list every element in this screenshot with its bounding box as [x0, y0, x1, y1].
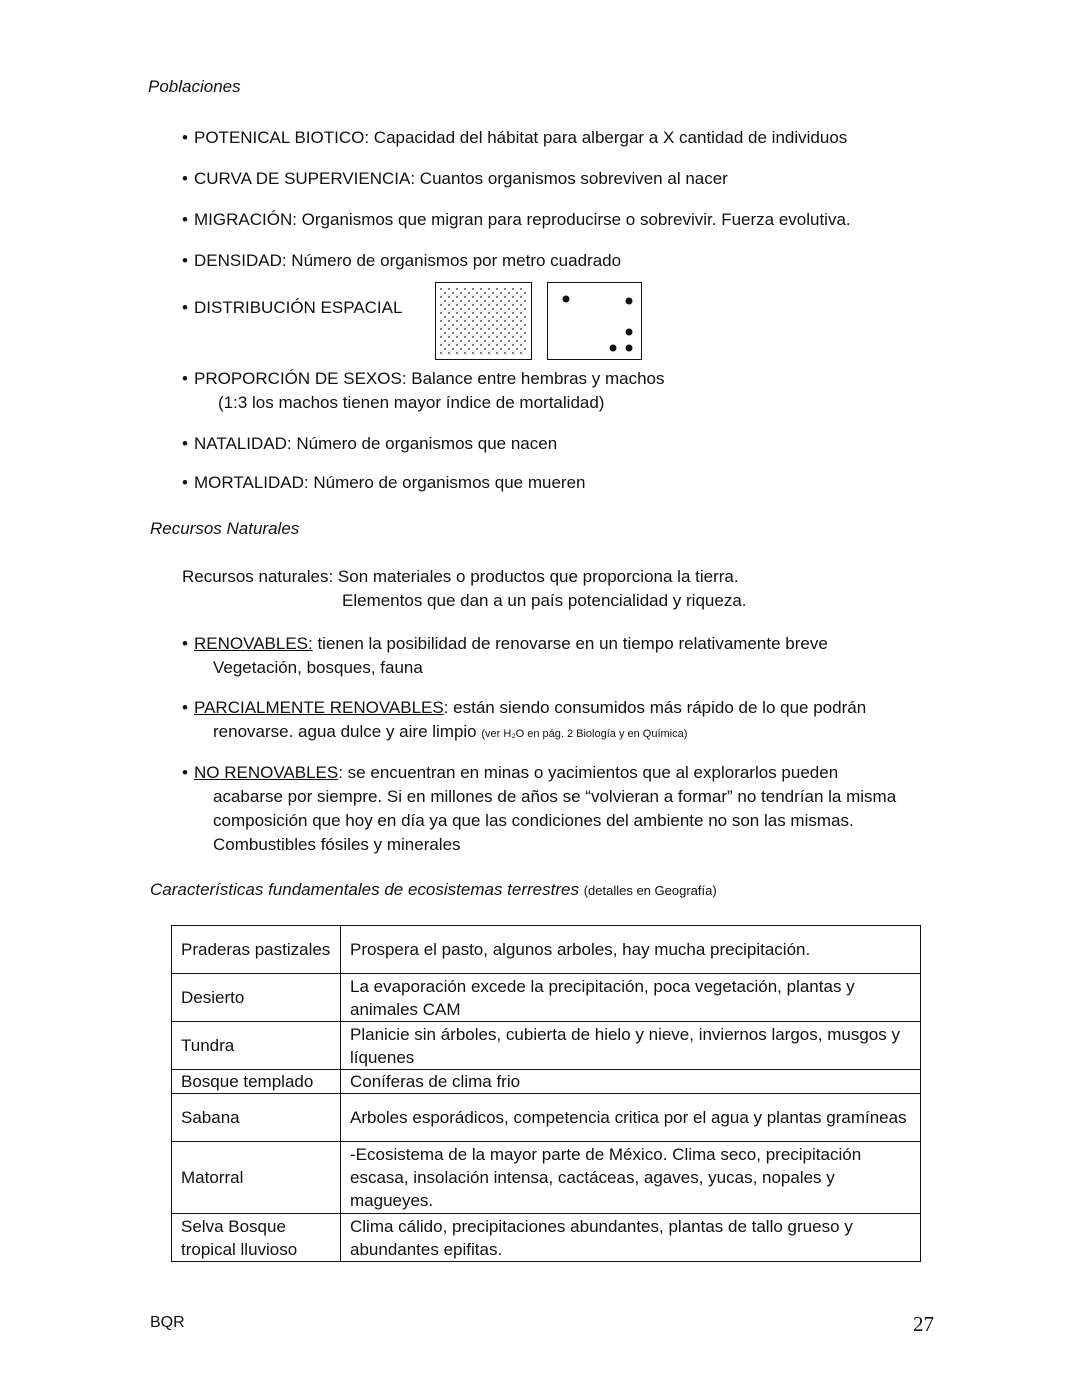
item-text: tienen la posibilidad de renovarse en un tiempo relativamente breve	[312, 634, 828, 653]
ecosystem-name: Selva Bosque tropical lluvioso	[172, 1214, 341, 1262]
table-row	[172, 1070, 921, 1094]
item-detail: (1:3 los machos tienen mayor índice de mortalidad)	[218, 393, 605, 412]
table-row	[172, 1022, 921, 1070]
ecosystem-name: Matorral	[172, 1142, 341, 1214]
bullet-icon: •	[182, 763, 188, 782]
table-row	[172, 1142, 921, 1214]
term: PARCIALMENTE RENOVABLES	[194, 698, 444, 717]
reference-note: (ver H₂O en pág. 2 Biología y en Química)	[481, 728, 688, 740]
item-continuation: Combustibles fósiles y minerales	[213, 835, 461, 854]
list-item	[182, 249, 942, 273]
list-item	[182, 432, 942, 456]
bullet-icon: •	[182, 298, 188, 317]
list-item	[182, 208, 942, 232]
ecosystem-description: La evaporación excede la precipitación, poca vegetación, plantas y animales CAM	[341, 974, 921, 1022]
footer-author: BQR	[150, 1314, 185, 1331]
section-title-recursos: Recursos Naturales	[150, 519, 300, 538]
bullet-icon: •	[182, 434, 188, 453]
ecosystem-name: Desierto	[172, 974, 341, 1022]
line-text: renovarse. agua dulce y aire limpio	[213, 722, 482, 741]
list-item	[182, 167, 942, 191]
bullet-icon: •	[182, 473, 188, 492]
list-item-no-renovables	[182, 761, 982, 857]
bullet-icon: •	[182, 698, 188, 717]
uniform-distribution-figure	[435, 282, 532, 360]
item-continuation: acabarse por siempre. Si en millones de años se “volvieran a formar” no tendrían la misma	[213, 787, 897, 806]
page-number: 27	[913, 1312, 934, 1336]
recursos-definition	[182, 565, 747, 613]
title-text: Características fundamentales de ecosistemas terrestres	[150, 880, 579, 899]
item-text: DISTRIBUCIÓN ESPACIAL	[194, 298, 403, 317]
ecosystem-name: Bosque templado	[172, 1070, 341, 1094]
clumped-distribution-figure	[547, 282, 642, 360]
ecosystem-description: Prospera el pasto, algunos arboles, hay mucha precipitación.	[341, 926, 921, 974]
item-continuation	[182, 720, 942, 746]
item-continuation: composición que hoy en día ya que las condiciones del ambiente no son las mismas.	[213, 811, 854, 830]
bullet-icon: •	[182, 210, 188, 229]
ecosystems-table	[171, 925, 921, 1262]
item-text: DENSIDAD: Número de organismos por metro cuadrado	[194, 251, 622, 270]
ecosystem-name: Praderas pastizales	[172, 926, 341, 974]
item-text: : se encuentran en minas o yacimientos que al explorarlos pueden	[338, 763, 839, 782]
ecosystem-name: Sabana	[172, 1094, 341, 1142]
term: RENOVABLES:	[194, 634, 313, 653]
ecosystem-description: Arboles esporádicos, competencia critica por el agua y plantas gramíneas	[341, 1094, 921, 1142]
ecosystem-description: Clima cálido, precipitaciones abundantes, plantas de tallo grueso y abundantes epifitas.	[341, 1214, 921, 1262]
list-item	[182, 471, 942, 495]
item-text: POTENICAL BIOTICO: Capacidad del hábitat para albergar a X cantidad de individuos	[194, 128, 848, 147]
item-example: Vegetación, bosques, fauna	[213, 658, 423, 677]
table-row	[172, 926, 921, 974]
ecosystem-description: Planicie sin árboles, cubierta de hielo y nieve, inviernos largos, musgos y líquenes	[341, 1022, 921, 1070]
bullet-icon: •	[182, 369, 188, 388]
table-row	[172, 1094, 921, 1142]
clumped-dots-icon	[548, 283, 640, 358]
table-row	[172, 974, 921, 1022]
item-text: PROPORCIÓN DE SEXOS: Balance entre hembras y machos	[194, 369, 665, 388]
definition-line: Elementos que dan a un país potencialidad y riqueza.	[342, 591, 747, 610]
item-text: MIGRACIÓN: Organismos que migran para reproducirse o sobrevivir. Fuerza evolutiva.	[194, 210, 851, 229]
section-title-ecosistemas	[150, 880, 717, 900]
bullet-icon: •	[182, 251, 188, 270]
list-item-renovables	[182, 632, 942, 680]
ecosystem-description: -Ecosistema de la mayor parte de México. Clima seco, precipitación escasa, insolación intensa, cactáceas, agaves, yucas, nopales y magueyes.	[341, 1142, 921, 1214]
bullet-icon: •	[182, 634, 188, 653]
item-text: : están siendo consumidos más rápido de lo que podrán	[443, 698, 867, 717]
item-text: MORTALIDAD: Número de organismos que mueren	[194, 473, 586, 492]
list-item	[182, 367, 942, 415]
ecosystem-description: Coníferas de clima frio	[341, 1070, 921, 1094]
item-text: NATALIDAD: Número de organismos que nacen	[194, 434, 558, 453]
list-item-parcialmente-renovables	[182, 696, 942, 746]
bullet-icon: •	[182, 128, 188, 147]
table-row	[172, 1214, 921, 1262]
definition-line: Recursos naturales: Son materiales o productos que proporciona la tierra.	[182, 567, 739, 586]
item-text: CURVA DE SUPERVIENCIA: Cuantos organismos sobreviven al nacer	[194, 169, 728, 188]
list-item	[182, 126, 942, 150]
uniform-dots-icon	[436, 283, 530, 358]
ecosystem-name: Tundra	[172, 1022, 341, 1070]
bullet-icon: •	[182, 169, 188, 188]
section-title-poblaciones: Poblaciones	[148, 77, 241, 96]
term: NO RENOVABLES	[194, 763, 339, 782]
title-note: (detalles en Geografía)	[583, 883, 717, 898]
